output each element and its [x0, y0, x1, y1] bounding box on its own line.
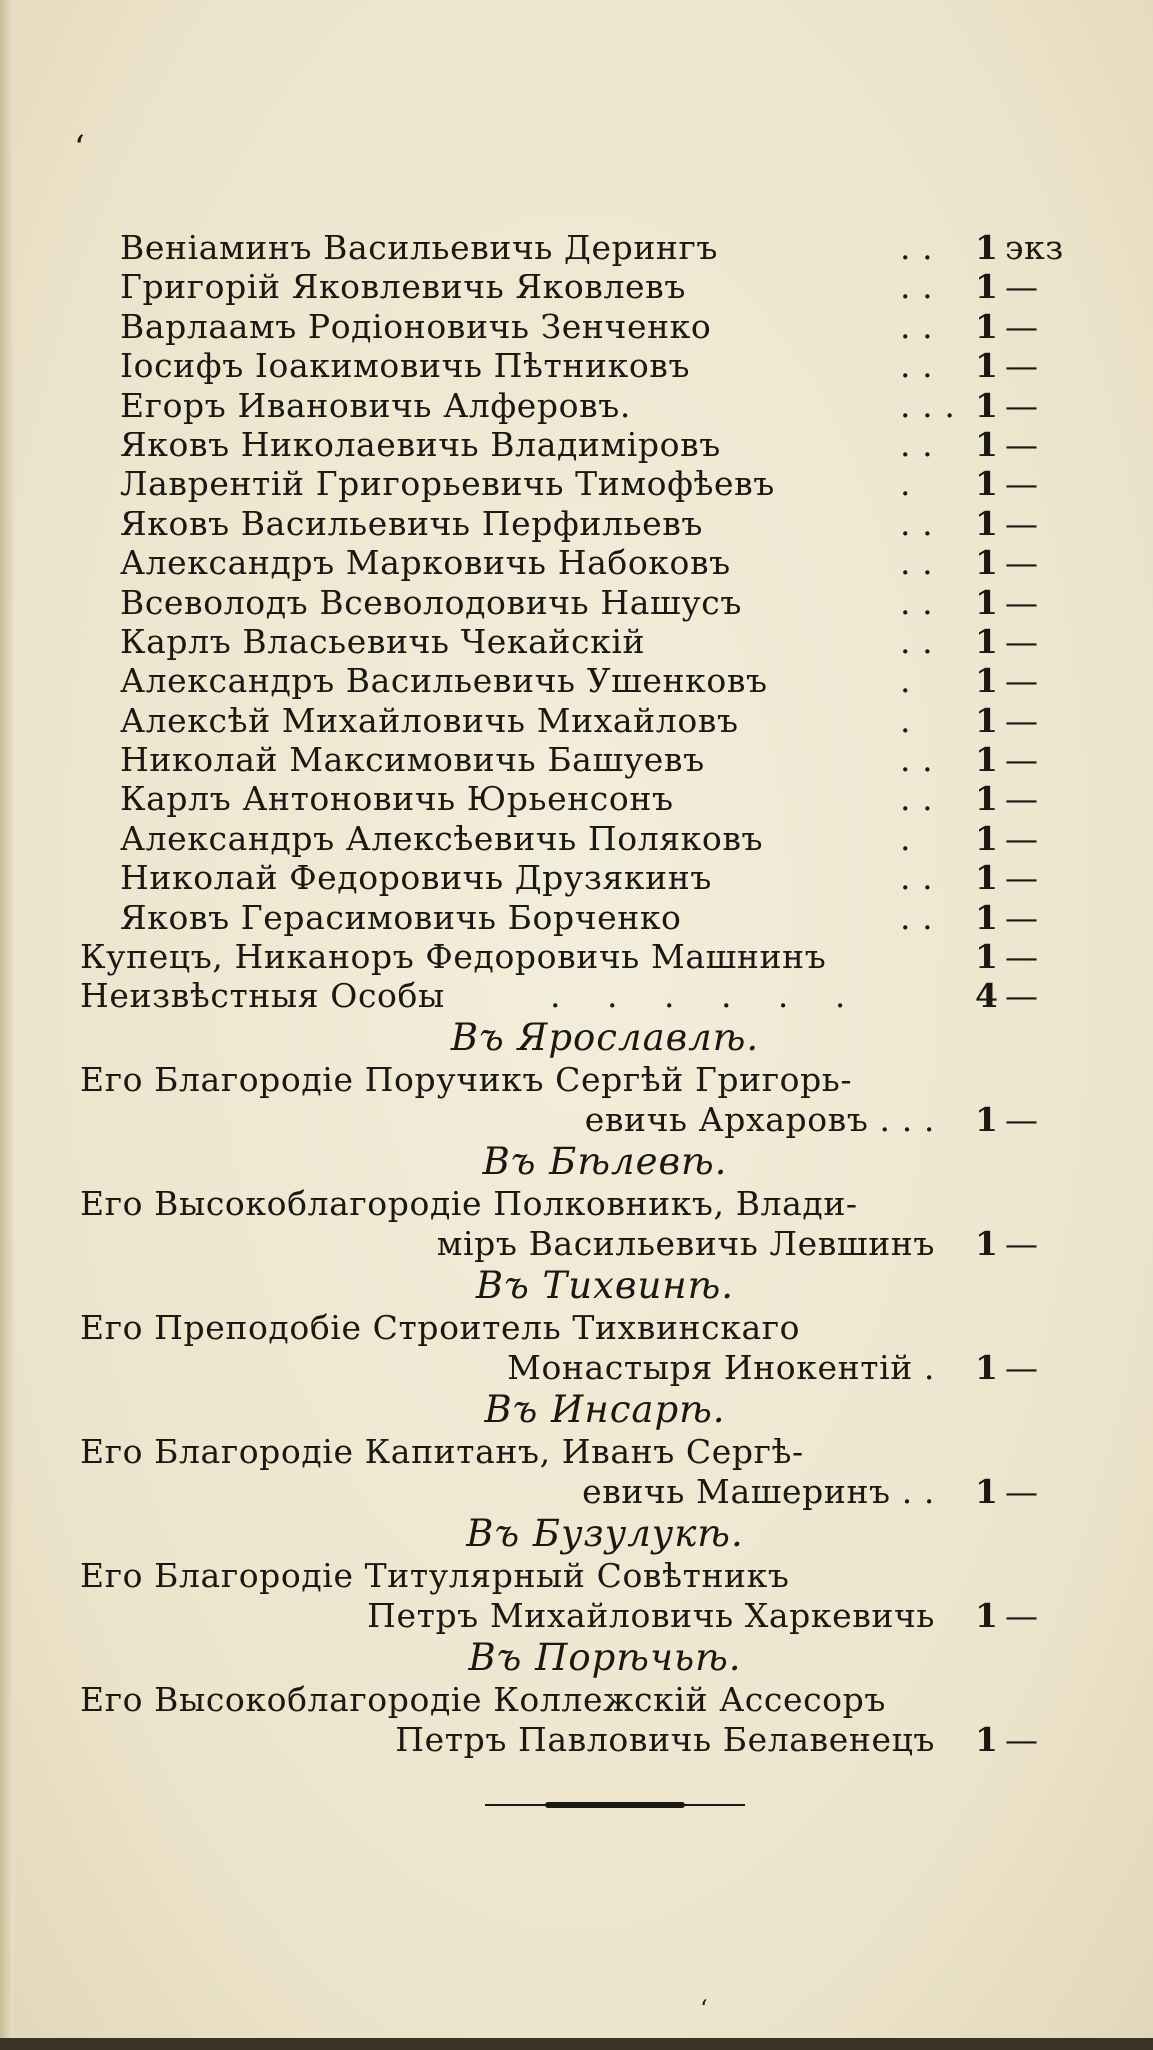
city-heading: Въ Тихвинѣ.	[475, 1263, 735, 1307]
city-heading: Въ Порѣчьѣ.	[468, 1635, 742, 1679]
copy-count: 1	[975, 779, 999, 819]
entry-line-2-text: Петръ Михайловичь Харкевичь	[367, 1595, 935, 1635]
subscriber-entry	[80, 1184, 1090, 1264]
subscriber-name: Александръ Марковичь Набоковъ	[120, 543, 731, 583]
subscriber-name: Неизвѣстныя Особы	[80, 976, 445, 1016]
subscriber-name: Карлъ Антоновичь Юрьенсонъ	[120, 779, 674, 819]
copy-unit: —	[1005, 1347, 1039, 1387]
leader-dots: . .	[900, 543, 934, 583]
subscriber-entry	[80, 1308, 1090, 1388]
subscriber-row	[80, 543, 1090, 582]
copy-unit: —	[1005, 937, 1039, 977]
copy-count: 1	[975, 1223, 999, 1263]
page-bottom-edge	[0, 2038, 1153, 2050]
entry-line-2	[80, 1596, 1090, 1636]
leader-dots: . .	[900, 228, 934, 267]
subscriber-name: Лаврентій Григорьевичь Тимофѣевъ	[120, 464, 775, 504]
copy-unit: —	[1005, 1099, 1039, 1139]
copy-unit: —	[1005, 424, 1039, 464]
subscriber-row	[80, 622, 1090, 661]
subscriber-name: Яковъ Николаевичь Владиміровъ	[120, 424, 721, 464]
copy-count: 1	[975, 897, 999, 937]
copy-count: 1	[975, 582, 999, 622]
leader-dots: . .	[900, 346, 934, 386]
city-heading: Въ Инсарѣ.	[484, 1387, 726, 1431]
entry-line-1: Его Благородіе Поручикъ Сергѣй Григорь-	[80, 1059, 853, 1099]
copy-unit: —	[1005, 582, 1039, 622]
subscriber-row	[80, 267, 1090, 306]
copy-count: 1	[975, 346, 999, 386]
copy-count: 1	[975, 858, 999, 898]
copy-count: 1	[975, 543, 999, 583]
copy-unit: —	[1005, 976, 1039, 1016]
copy-unit: —	[1005, 1223, 1039, 1263]
entry-line-2-text: евичь Машеринъ . .	[582, 1471, 935, 1511]
copy-count: 1	[975, 1719, 999, 1759]
copy-unit: —	[1005, 700, 1039, 740]
copy-count: 4	[975, 976, 999, 1016]
subscriber-row	[80, 386, 1090, 425]
subscriber-row	[80, 228, 1090, 267]
entry-line-2	[80, 1100, 1090, 1140]
copy-unit: —	[1005, 346, 1039, 386]
leader-dots: . .	[900, 740, 934, 780]
leader-dots: . .	[900, 621, 934, 661]
city-heading: Въ Бузулукѣ.	[466, 1511, 744, 1555]
subscriber-name: Карлъ Власьевичь Чекайскій	[120, 621, 646, 661]
subscriber-name: Александръ Васильевичь Ушенковъ	[120, 661, 768, 701]
copy-count: 1	[975, 464, 999, 504]
copy-count: 1	[975, 937, 999, 977]
page-spine-edge	[0, 0, 14, 2050]
subscriber-row	[80, 740, 1090, 779]
entry-line-2-text: міръ Васильевичь Левшинъ	[436, 1223, 935, 1263]
entry-line-1: Его Благородіе Капитанъ, Иванъ Сергѣ-	[80, 1431, 804, 1471]
subscriber-name: Николай Федоровичь Друзякинъ	[120, 858, 712, 898]
subscriber-row	[80, 937, 1090, 976]
subscriber-name: Яковъ Васильевичь Перфильевъ	[120, 503, 704, 543]
subscriber-row	[80, 346, 1090, 385]
subscriber-row	[80, 583, 1090, 622]
leader-dots: . .	[900, 582, 934, 622]
copy-count: 1	[975, 228, 999, 267]
copy-count: 1	[975, 385, 999, 425]
copy-count: 1	[975, 424, 999, 464]
copy-unit: —	[1005, 1471, 1039, 1511]
copy-unit: —	[1005, 1595, 1039, 1635]
copy-unit: —	[1005, 1719, 1039, 1759]
subscriber-row	[80, 504, 1090, 543]
copy-count: 1	[975, 1099, 999, 1139]
copy-count: 1	[975, 1595, 999, 1635]
subscriber-row	[80, 425, 1090, 464]
subscriber-row	[80, 779, 1090, 818]
copy-unit: —	[1005, 897, 1039, 937]
city-heading: Въ Ярославлѣ.	[450, 1015, 760, 1059]
subscriber-entry	[80, 1680, 1090, 1760]
subscriber-row	[80, 898, 1090, 937]
subscriber-name: Веніаминъ Васильевичь Дерингъ	[120, 228, 719, 267]
ornamental-divider	[485, 1800, 745, 1810]
entry-line-2-text: Петръ Павловичь Белавенецъ	[395, 1719, 935, 1759]
subscriber-name: Егоръ Ивановичь Алферовъ.	[120, 385, 631, 425]
entry-line-2-text: евичь Архаровъ . . .	[584, 1099, 935, 1139]
copy-unit: —	[1005, 740, 1039, 780]
leader-dots: . .	[900, 424, 934, 464]
copy-unit: —	[1005, 543, 1039, 583]
copy-unit: —	[1005, 858, 1039, 898]
subscriber-entry	[80, 1060, 1090, 1140]
entry-line-2-text: Монастыря Инокентій .	[507, 1347, 935, 1387]
copy-count: 1	[975, 503, 999, 543]
entry-line-2	[80, 1472, 1090, 1512]
leader-dots: . .	[900, 858, 934, 898]
subscriber-row	[80, 661, 1090, 700]
subscriber-rows	[80, 228, 1090, 937]
copy-count: 1	[975, 740, 999, 780]
city-heading: Въ Бѣлевѣ.	[482, 1139, 728, 1183]
entry-line-2	[80, 1720, 1090, 1760]
subscriber-row	[80, 464, 1090, 503]
entry-line-2	[80, 1348, 1090, 1388]
leader-dots: . . .	[900, 385, 956, 425]
leader-dots: .	[900, 700, 912, 740]
subscriber-row	[80, 701, 1090, 740]
ink-mark: ʻ	[700, 1995, 708, 2023]
subscriber-name: Варлаамъ Родіоновичь Зенченко	[120, 306, 712, 346]
entry-line-2	[80, 1224, 1090, 1264]
leader-dots: . . . . . .	[550, 976, 864, 1016]
copy-unit: —	[1005, 267, 1039, 307]
subscriber-name: Алексѣй Михайловичь Михайловъ	[120, 700, 739, 740]
leader-dots: . .	[900, 503, 934, 543]
subscriber-row	[80, 976, 1090, 1015]
subscriber-name: Всеволодъ Всеволодовичь Нашусъ	[120, 582, 742, 622]
subscriber-name: Александръ Алексѣевичь Поляковъ	[120, 818, 764, 858]
subscriber-name: Купецъ, Никаноръ Федоровичь Машнинъ	[80, 937, 827, 977]
subscriber-row	[80, 307, 1090, 346]
leader-dots: . .	[900, 897, 934, 937]
copy-unit: —	[1005, 621, 1039, 661]
copy-count: 1	[975, 818, 999, 858]
subscriber-name: Григорій Яковлевичь Яковлевъ	[120, 267, 686, 307]
entry-line-1: Его Преподобіе Строитель Тихвинскаго	[80, 1307, 801, 1347]
entry-line-1: Его Высокоблагородіе Полковникъ, Влади-	[80, 1183, 858, 1223]
copy-count: 1	[975, 267, 999, 307]
copy-count: 1	[975, 306, 999, 346]
subscriber-rows-wide	[80, 937, 1090, 1016]
copy-unit: —	[1005, 818, 1039, 858]
leader-dots: . .	[900, 267, 934, 307]
subscriber-entry	[80, 1556, 1090, 1636]
subscriber-row	[80, 819, 1090, 858]
copy-count: 1	[975, 621, 999, 661]
leader-dots: .	[900, 661, 912, 701]
copy-count: 1	[975, 1347, 999, 1387]
copy-unit: экз	[1005, 228, 1064, 267]
copy-unit: —	[1005, 385, 1039, 425]
leader-dots: .	[900, 464, 912, 504]
subscriber-name: Яковъ Герасимовичь Борченко	[120, 897, 682, 937]
city-sections	[80, 1016, 1090, 1760]
leader-dots: .	[900, 818, 912, 858]
subscriber-list	[80, 228, 1090, 1760]
subscriber-name: Іосифъ Іоакимовичь Пѣтниковъ	[120, 346, 691, 386]
subscriber-entry	[80, 1432, 1090, 1512]
leader-dots: . .	[900, 306, 934, 346]
copy-count: 1	[975, 661, 999, 701]
copy-count: 1	[975, 1471, 999, 1511]
copy-unit: —	[1005, 306, 1039, 346]
entry-line-1: Его Благородіе Титулярный Совѣтникъ	[80, 1555, 790, 1595]
ink-mark: ʻ	[74, 128, 85, 168]
entry-line-1: Его Высокоблагородіе Коллежскій Ассесоръ	[80, 1679, 886, 1719]
subscriber-name: Николай Максимовичь Башуевъ	[120, 740, 705, 780]
copy-unit: —	[1005, 503, 1039, 543]
subscriber-row	[80, 858, 1090, 897]
copy-unit: —	[1005, 661, 1039, 701]
copy-unit: —	[1005, 464, 1039, 504]
copy-unit: —	[1005, 779, 1039, 819]
copy-count: 1	[975, 700, 999, 740]
leader-dots: . .	[900, 779, 934, 819]
